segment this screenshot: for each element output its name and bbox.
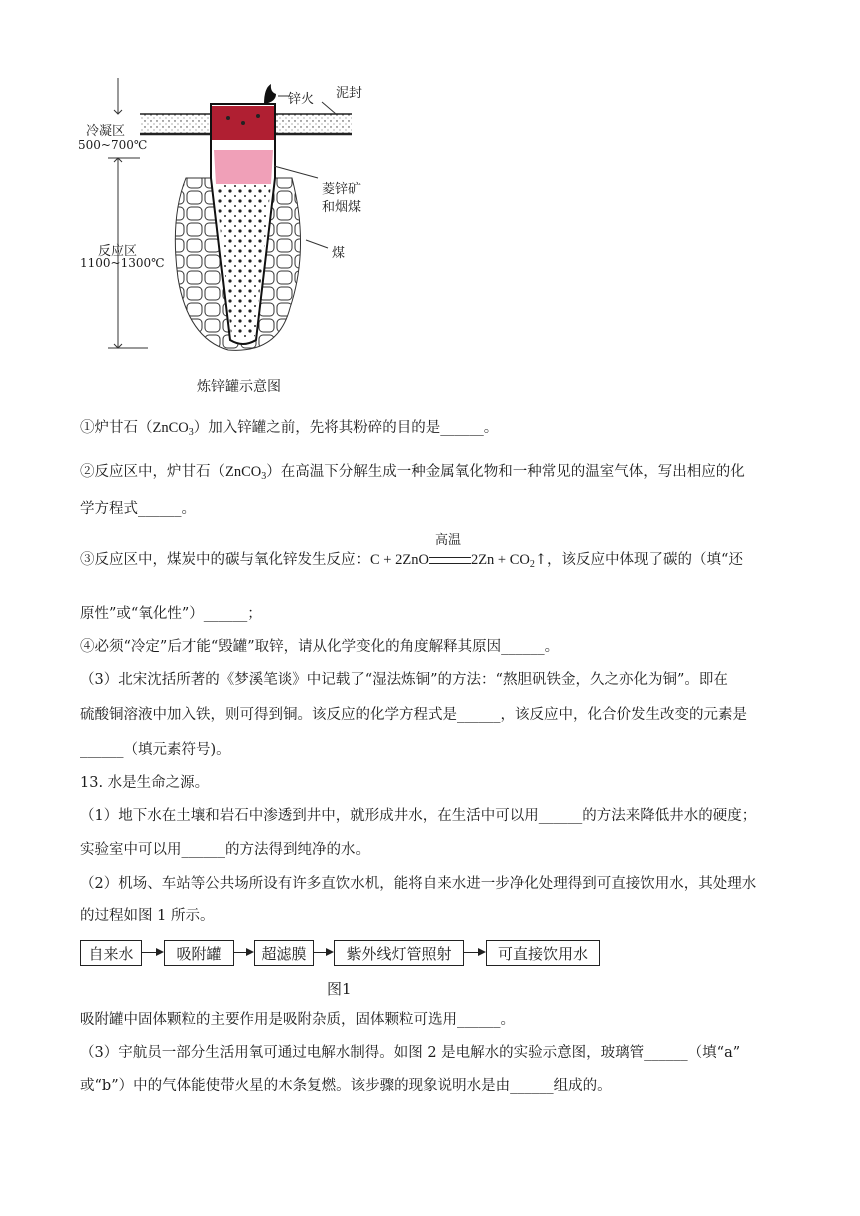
flow-arrow	[314, 952, 332, 953]
q13-p3-line-2: 或“b”）中的气体能使带火星的木条复燃。该步骤的现象说明水是由______组成的。	[80, 1078, 612, 1094]
q13-title: 13. 水是生命之源。	[80, 775, 210, 791]
reaction-condition: 高温	[429, 550, 471, 570]
label-condense-zone: 冷凝区	[86, 124, 126, 139]
q12-part-3-line-2: 硫酸铜溶液中加入铁，则可得到铜。该反应的化学方程式是______，该反应中，化合价发生改变的元素是	[80, 707, 747, 723]
flow-step-uv: 紫外线灯管照射	[334, 940, 464, 966]
q12-item-2: ②反应区中，炉甘石（ZnCO$_3$）在高温下分解生成一种金属氧化物和一种常见的温室气体，写出相应的化	[80, 464, 745, 482]
flow-step-adsorption: 吸附罐	[164, 940, 234, 966]
q13-p1-line-1: （1）地下水在土壤和岩石中渗透到井中，就形成井水，在生活中可以用______的方法来降低井水的硬度；	[80, 808, 757, 824]
flow-arrow	[464, 952, 484, 953]
label-reaction-temp: 1100~1300℃	[80, 256, 165, 270]
q13-p2-line-2: 的过程如图 1 所示。	[80, 908, 215, 924]
q12-part-3-line-3: ______（填元素符号)。	[80, 742, 231, 758]
label-mud-seal: 泥封	[336, 86, 363, 101]
flow-step-drinkable: 可直接饮用水	[486, 940, 600, 966]
label-condense-temp: 500~700℃	[78, 138, 148, 152]
flow-arrow	[142, 952, 162, 953]
q13-p3-line-1: （3）宇航员一部分生活用氧可通过电解水制得。如图 2 是电解水的实验示意图，玻璃管______（填“a”	[80, 1045, 741, 1061]
q13-p2-line-1: （2）机场、车站等公共场所设有许多直饮水机，能将自来水进一步净化处理得到可直接饮用水，其处理水	[80, 876, 757, 892]
figure-caption: 炼锌罐示意图	[197, 379, 281, 395]
flow-step-ultrafiltration: 超滤膜	[254, 940, 314, 966]
flow-arrow	[234, 952, 252, 953]
q12-item-2-line-2: 学方程式______。	[80, 501, 196, 517]
label-reaction-zone: 反应区	[98, 244, 138, 259]
label-ore: 菱锌矿	[322, 182, 362, 197]
label-coal: 煤	[332, 246, 346, 261]
q12-part-3-line-1: （3）北宋沈括所著的《梦溪笔谈》中记载了“湿法炼铜”的方法：“熬胆矾铁金，久之亦化为铜”。即在	[80, 672, 728, 688]
q13-p2-line-3: 吸附罐中固体颗粒的主要作用是吸附杂质，固体颗粒可选用______。	[80, 1012, 515, 1028]
zinc-jar-figure	[78, 78, 378, 398]
q12-item-4: ④必须“冷定”后才能“毁罐”取锌，请从化学变化的角度解释其原因______。	[80, 639, 560, 655]
flow-step-tap-water: 自来水	[80, 940, 142, 966]
q12-item-3: ③反应区中，煤炭中的碳与氧化锌发生反应：C + 2ZnO 高温 $2Zn + CO_2↑$，该反应中体现了碳的（填“还	[80, 533, 743, 570]
q12-item-1: ①炉甘石（ZnCO$_3$）加入锌罐之前，先将其粉碎的目的是______。	[80, 420, 499, 438]
label-zinc-fire: 锌火	[288, 92, 315, 107]
label-ore-2: 和烟煤	[322, 200, 362, 215]
fig1-caption: 图1	[327, 980, 352, 998]
q12-item-3-line-2: 原性”或“氧化性”）______；	[80, 606, 262, 622]
q13-p1-line-2: 实验室中可以用______的方法得到纯净的水。	[80, 842, 370, 858]
